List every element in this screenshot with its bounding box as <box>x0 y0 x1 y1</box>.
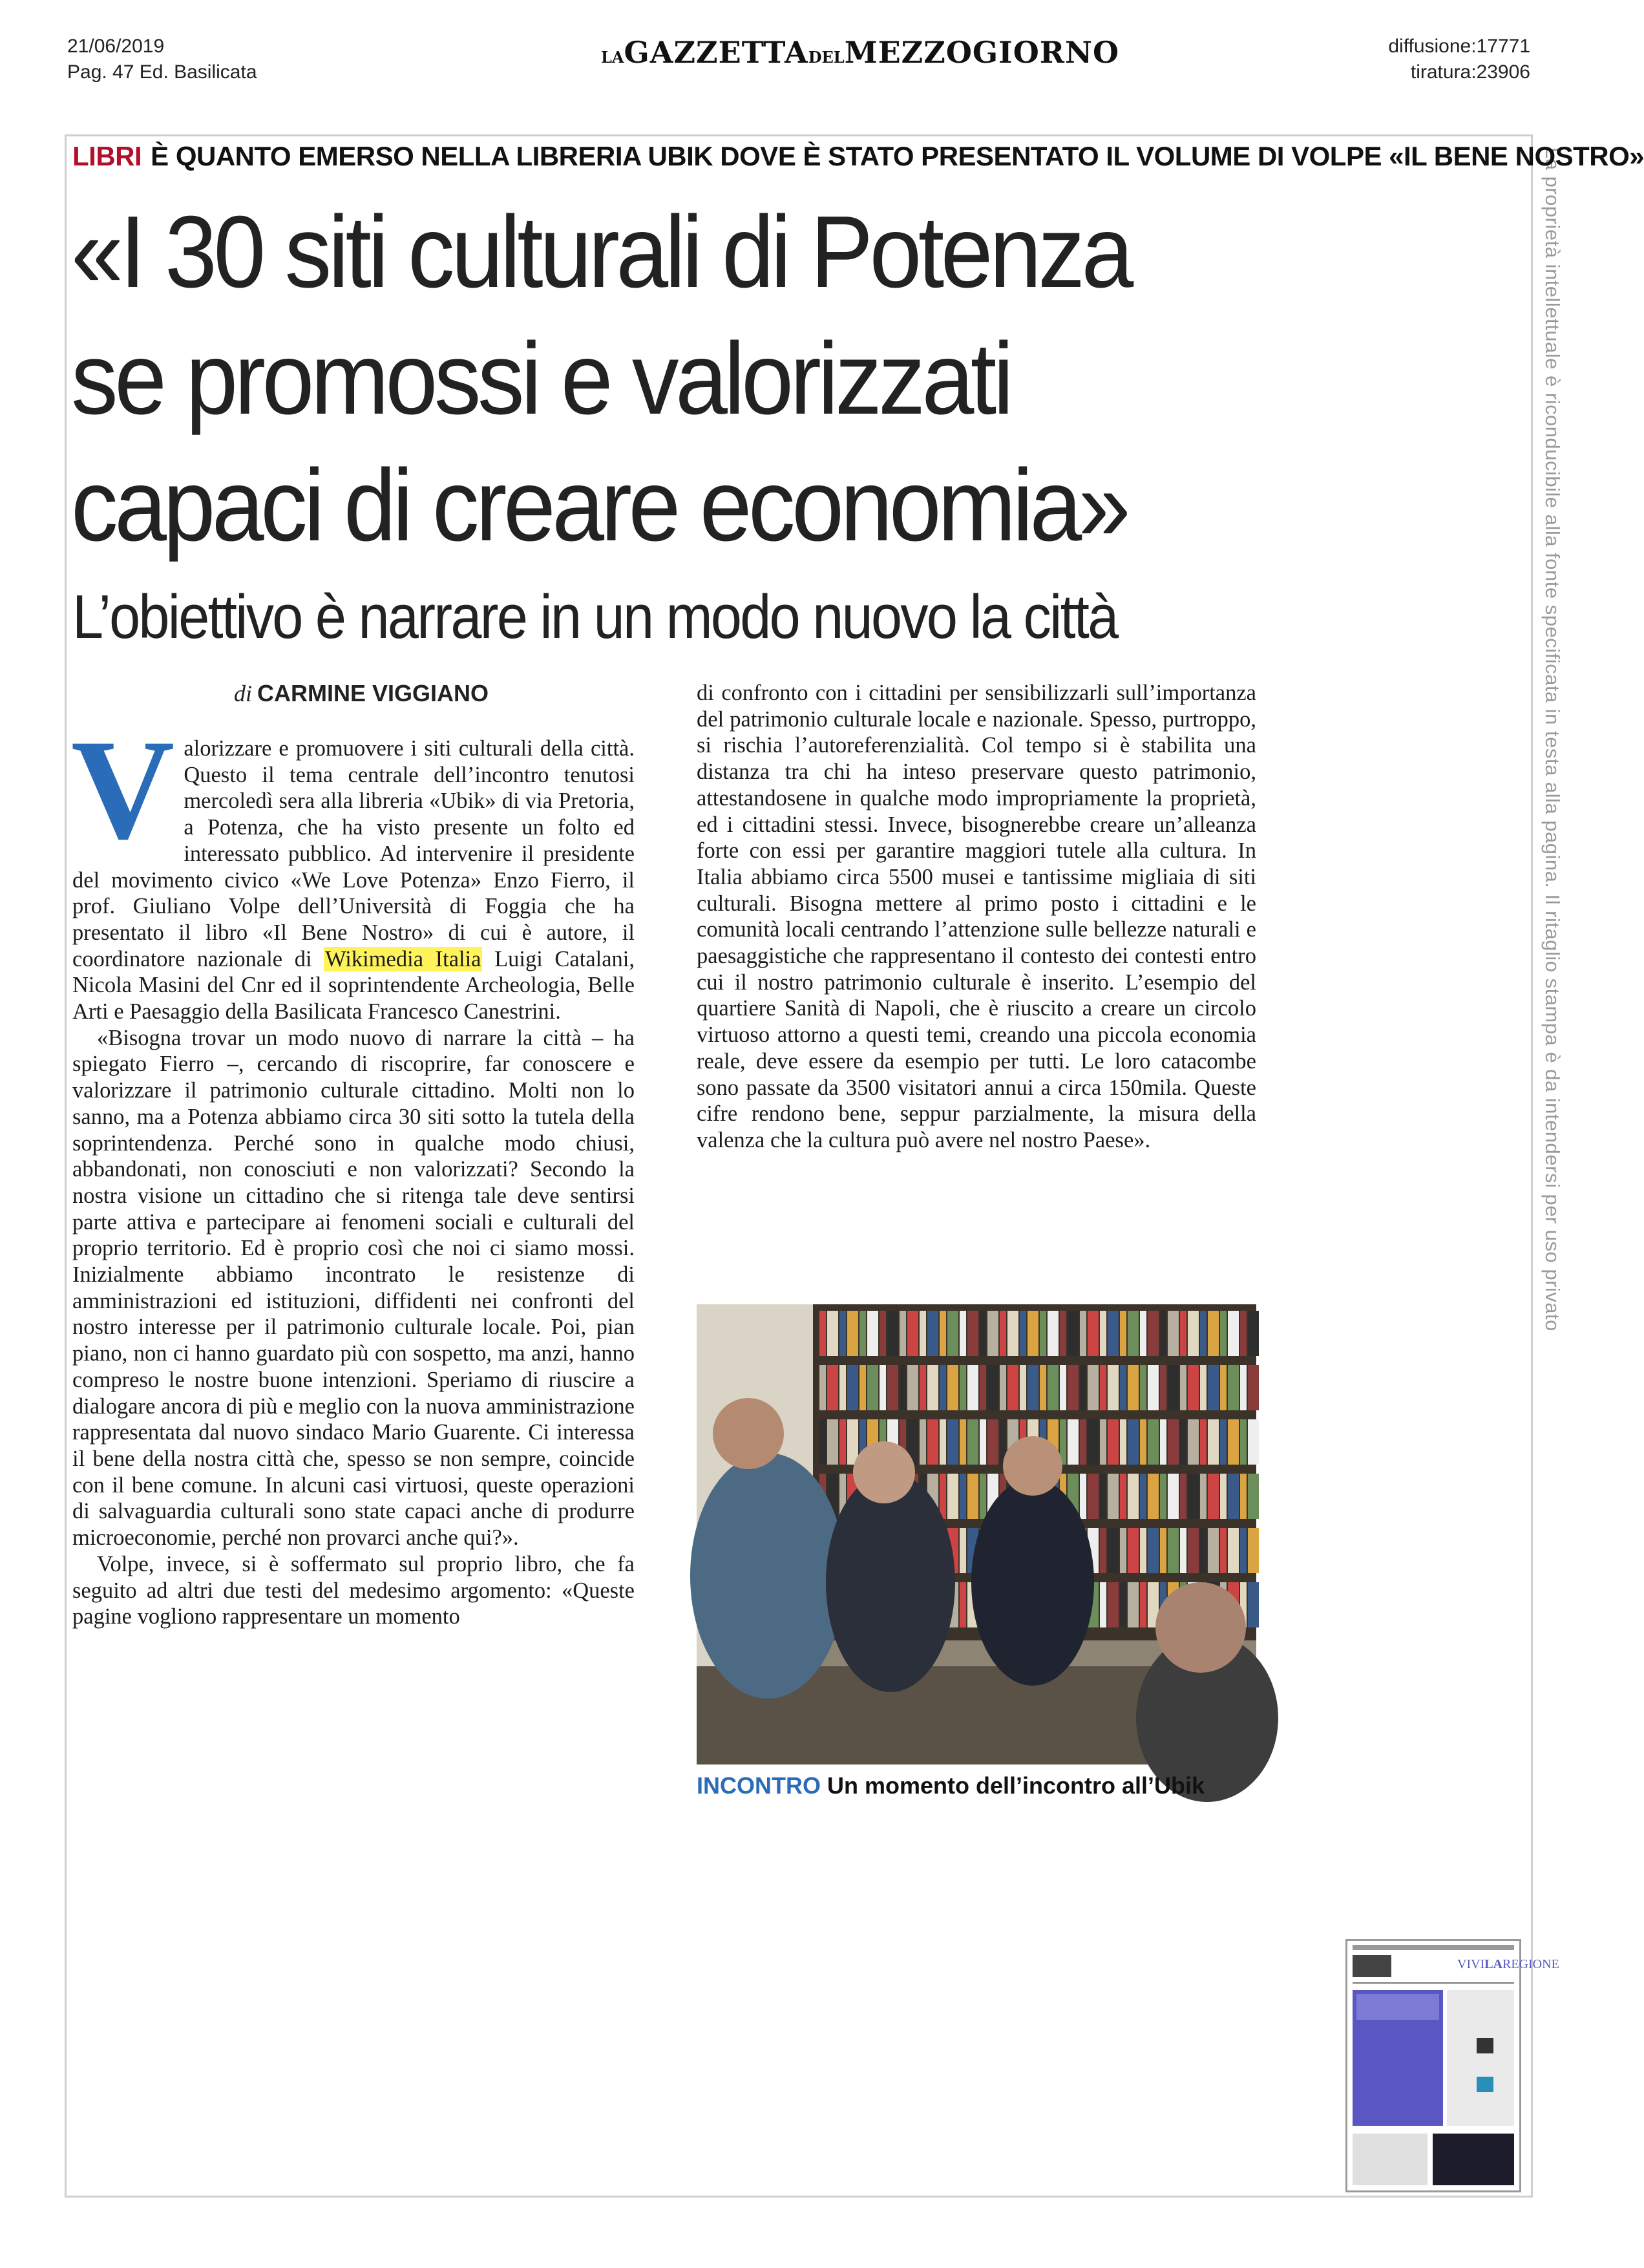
masthead-del: DEL <box>808 48 845 67</box>
article-headline <box>71 189 1201 569</box>
article-subheadline: L’obiettivo è narrare in un modo nuovo la città <box>72 582 1117 652</box>
highlighted-term: Wikimedia Italia <box>325 946 481 971</box>
headline-line: se promossi e valorizzati <box>71 322 1011 436</box>
clipping-meta-right <box>1388 34 1530 85</box>
page-thumbnail <box>1345 1939 1559 2192</box>
paragraph-text: Luigi Catalani, Nicola Masini del Cnr ed il soprintendente Archeologia, Belle Arti e Paesaggio della Basilicata Francesco Canestrini. <box>72 946 635 1024</box>
date: 21/06/2019 <box>67 36 165 57</box>
article-column-1 <box>71 710 635 1630</box>
article-photo <box>697 1304 1256 1765</box>
thumbnail-section-title: VIVILAREGIONE <box>1457 1957 1559 1971</box>
copyright-notice <box>1533 147 1572 1388</box>
headline-line: capaci di creare economia» <box>71 449 1128 562</box>
article-column-2 <box>697 680 1256 1154</box>
caption-tag: INCONTRO <box>697 1772 821 1799</box>
paragraph: Volpe, invece, si è soffermato sul proprio libro, che fa seguito ad altri due testi del medesimo argomento: «Queste pagine vogliono rappresentare un momento <box>72 1551 635 1629</box>
newspaper-masthead <box>601 35 1120 70</box>
paragraph: «Bisogna trovar un modo nuovo di narrare la città – ha spiegato Fierro –, cercando di riscoprire, far conoscere e valorizzare il patrimonio culturale cittadino. Molti non lo sanno, ma a Potenza abbiamo circa 30 siti sotto la tutela della soprintendenza. Perché sono in qualche modo chiusi, abbandonati, non conosciuti e non valorizzati? Secondo la nostra visione un cittadino che si ritenga tale deve sentirsi parte attiva e partecipare ai fenomeni sociali e culturali del proprio territorio. Ed è proprio così che noi ci siamo mossi. Inizialmente abbiamo incontrato le resistenze di amministrazioni ed istituzioni, diffidenti nei confronti del nostro interesse per il patrimonio culturale locale. Poi, pian piano, non ci hanno guardato più con sospetto, ma anzi, hanno compreso le nostre buone intenzioni. Speriamo di riuscire a dialogare ancora di più e meglio con la nuova amministrazione rappresentata dal nuovo sindaco Mario Guarente. Ci interessa il bene della nostra città che, spesso se non sempre, coincide con il bene comune. In alcuni casi virtuosi, queste operazioni di salvaguardia culturali sono state capaci anche di produrre microeconomie, perché non provarci anche qui?». <box>72 1025 635 1551</box>
paragraph-text: alorizzare e promuovere i siti culturali della città. Questo il tema centrale dell’incontro tenutosi mercoledì sera alla libreria «Ubik» di via Pretoria, a Potenza, che ha visto presente un folto ed interessato pubblico. Ad intervenire il presidente del movimento civico «We Love Potenza» Enzo Fierro, il prof. Giuliano Volpe dell’Università di Foggia che ha presentato il libro «Il Bene Nostro» di cui è autore, il coordinatore nazionale di <box>72 736 635 971</box>
masthead-la: LA <box>601 48 624 67</box>
caption-text: Un momento dell’incontro all’Ubik <box>827 1772 1205 1799</box>
headline-line: «I 30 siti culturali di Potenza <box>71 195 1130 309</box>
diffusione: diffusione:17771 <box>1388 36 1530 57</box>
masthead-gazzetta: GAZZETTA <box>624 35 808 70</box>
byline <box>234 680 489 707</box>
photo-caption <box>697 1772 1205 1799</box>
kicker-tag: LIBRI <box>72 141 142 171</box>
paragraph: di confronto con i cittadini per sensibilizzarli sull’importanza del patrimonio culturale locale e nazionale. Spesso, purtroppo, si rischia l’autoreferenzialità. Col tempo si è stabilita una distanza tra chi ha inteso preservare questo patrimonio, attestandosene in qualche modo impropriamente la proprietà, ed i cittadini stessi. Invece, bisognerebbe creare un’alleanza forte con essi per garantire maggiori tutele alla cultura. In Italia abbiamo circa 5500 musei e tantissime migliaia di siti culturali. Bisogna mettere al primo posto i cittadini e le comunità locali centrando l’attenzione sulle bellezze naturali e paesaggistiche che rappresentano il contesto dei contesti entro cui il nostro patrimonio culturale è inserito. L’esempio del quartiere Sanità di Napoli, che è riuscito a creare un circolo virtuoso attorno a questi temi, creando una piccola economia reale, deve essere da esempio per tutti. Le loro catacombe sono passate da 3500 visitatori annui a circa 150mila. Queste cifre rendono bene, seppur parzialmente, la misura della valenza che la cultura può avere nel nostro Paese». <box>697 681 1256 1152</box>
paragraph <box>71 710 635 1025</box>
masthead-mezzogiorno: MEZZOGIORNO <box>844 35 1120 70</box>
kicker-text: È QUANTO EMERSO NELLA LIBRERIA UBIK DOVE È STATO PRESENTATO IL VOLUME DI VOLPE «IL BENE NOSTRO» <box>151 141 1644 171</box>
byline-prefix: di <box>234 681 253 706</box>
page-edition: Pag. 47 Ed. Basilicata <box>67 61 257 83</box>
article-kicker <box>72 141 1644 172</box>
author-name: CARMINE VIGGIANO <box>257 680 489 706</box>
tiratura: tiratura:23906 <box>1410 61 1530 83</box>
clipping-meta-left <box>67 34 257 85</box>
copyright-notice-text: La proprietà intellettuale è riconducibile alla fonte specificata in testa alla pagina. Il ritaglio stampa è da intendersi per uso privato <box>1541 147 1564 1331</box>
drop-cap: V <box>71 710 175 869</box>
